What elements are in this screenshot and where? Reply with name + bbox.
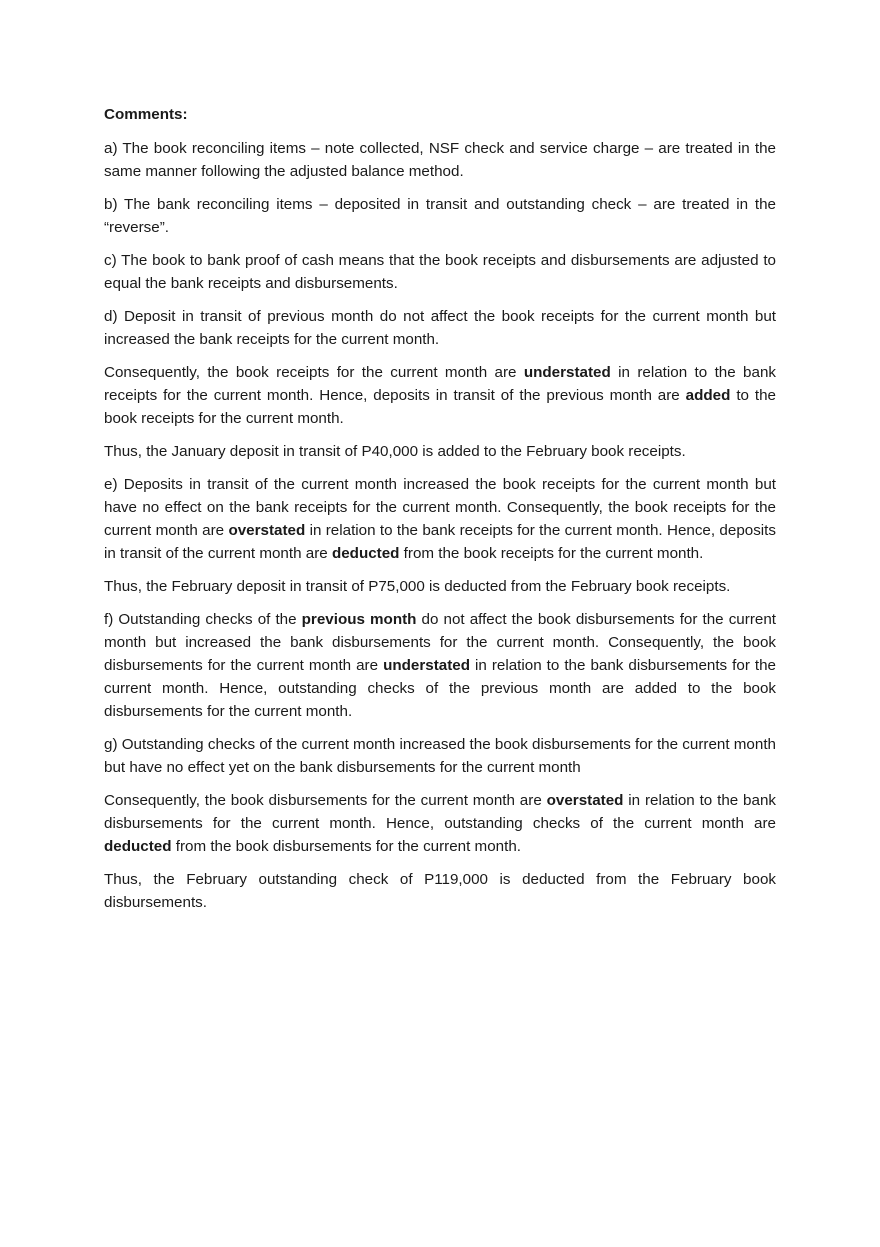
paragraph-text: d) Deposit in transit of previous month do not affect the book receipts for the current month but increased the bank receipts for the current month. [104,308,776,348]
paragraph-text: do not affect the book disbursements for the current month but increased the bank disbursements for the current month. Consequently, the book disbursements for the current month are [104,611,776,674]
comment-paragraph [104,193,776,239]
comment-paragraph [104,473,776,565]
paragraph-text: in relation to the bank receipts for the current month. Hence, deposits in transit of the current month are [104,522,776,562]
paragraph-text: in relation to the bank disbursements for the current month. Hence, outstanding checks of the current month are [104,792,776,832]
emphasis-text: previous month [301,611,417,628]
comment-paragraph [104,440,776,463]
emphasis-text: added [685,387,731,404]
paragraph-text: to the book receipts for the current month. [104,387,777,427]
emphasis-text: overstated [546,792,624,809]
paragraph-text: in relation to the bank receipts for the current month. Hence, deposits in transit of the previous month are [104,364,776,404]
comment-paragraph [104,868,776,914]
comment-paragraph [104,137,776,183]
emphasis-text: deducted [104,838,172,855]
comment-paragraph [104,733,776,779]
comment-paragraph [104,608,776,723]
paragraph-text: Thus, the February deposit in transit of P75,000 is deducted from the February book receipts. [104,578,731,595]
emphasis-text: overstated [228,522,306,539]
comments-body [104,137,776,914]
paragraph-text: Consequently, the book receipts for the current month are [104,364,524,381]
comment-paragraph [104,249,776,295]
comment-paragraph [104,789,776,858]
paragraph-text: b) The bank reconciling items – deposited in transit and outstanding check – are treated in the “reverse”. [104,196,776,236]
paragraph-text: c) The book to bank proof of cash means that the book receipts and disbursements are adjusted to equal the bank receipts and disbursements. [104,252,776,292]
emphasis-text: deducted [331,545,400,562]
paragraph-text: g) Outstanding checks of the current month increased the book disbursements for the current month but have no effect yet on the bank disbursements for the current month [104,736,776,776]
document-page [104,103,776,924]
emphasis-text: understated [523,364,611,381]
paragraph-text: a) The book reconciling items – note collected, NSF check and service charge – are treated in the same manner following the adjusted balance method. [104,140,776,180]
comments-heading: Comments: [104,106,188,123]
paragraph-text: from the book disbursements for the current month. [171,838,521,855]
paragraph-text: in relation to the bank disbursements for the current month. Hence, outstanding checks of the previous month are added to the book disbursements for the current month. [104,657,776,720]
paragraph-text: Thus, the February outstanding check of P119,000 is deducted from the February book disbursements. [104,871,776,911]
comment-paragraph [104,361,776,430]
comment-paragraph [104,305,776,351]
comment-paragraph [104,575,776,598]
paragraph-text: Thus, the January deposit in transit of P40,000 is added to the February book receipts. [104,443,686,460]
emphasis-text: understated [383,657,470,674]
paragraph-text: Consequently, the book disbursements for the current month are [104,792,547,809]
paragraph-text: f) Outstanding checks of the [104,611,302,628]
paragraph-text: e) Deposits in transit of the current month increased the book receipts for the current month but have no effect on the bank receipts for the current month. Consequently, the book receipts for the current month are [104,476,776,539]
paragraph-text: from the book receipts for the current month. [399,545,704,562]
